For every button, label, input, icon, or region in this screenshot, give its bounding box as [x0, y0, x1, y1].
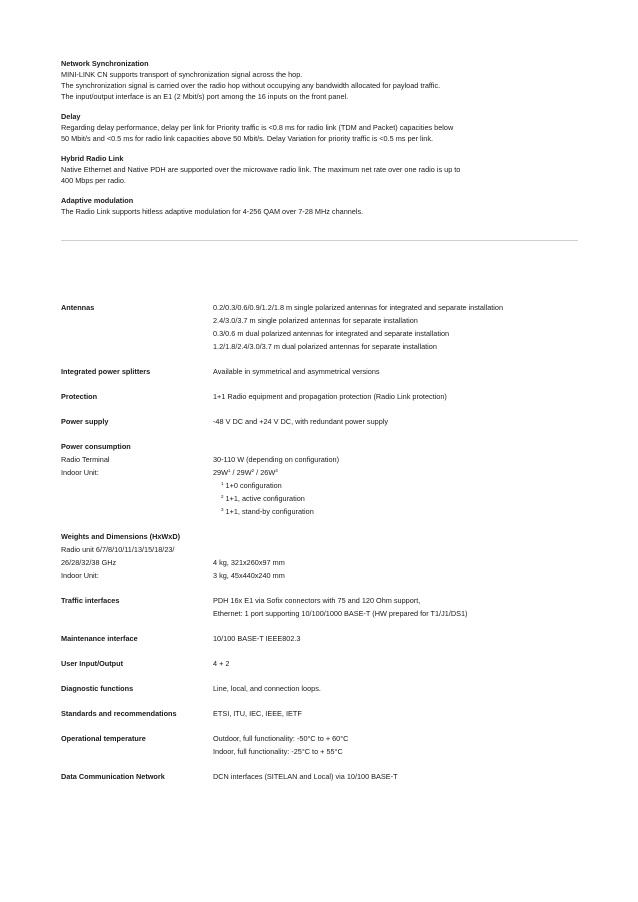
spec-value: 0.2/0.3/0.6/0.9/1.2/1.8 m single polarized antennas for integrated and separate installation: [213, 303, 504, 312]
spec-value-indoor-power: [213, 466, 581, 479]
power-value: 26W: [260, 468, 276, 477]
power-value: 29W: [236, 468, 252, 477]
section-title: Hybrid Radio Link: [61, 154, 124, 163]
spec-label: Antennas: [61, 303, 95, 312]
footnote-mark: 3: [275, 468, 278, 473]
separator: /: [230, 468, 237, 477]
spec-value: DCN interfaces (SITELAN and Local) via 10/100 BASE-T: [213, 772, 398, 781]
spec-label: Diagnostic functions: [61, 684, 134, 693]
spec-row-maintenance: [61, 632, 581, 645]
section-adaptive-modulation: [61, 195, 581, 217]
spec-value: 0.3/0.6 m dual polarized antennas for integrated and separate installation: [213, 329, 450, 338]
footnote-text: 1+1, stand-by configuration: [225, 507, 314, 516]
power-value: 29W: [213, 468, 229, 477]
spec-row-antennas: [61, 301, 581, 353]
spec-row-dcn: [61, 770, 581, 783]
section-delay: [61, 111, 581, 144]
section-network-sync: [61, 58, 581, 102]
spec-value: 3 kg, 45x440x240 mm: [213, 571, 285, 580]
spec-row-weights: [61, 530, 581, 582]
spec-sublabel: Radio unit 6/7/8/10/11/13/15/18/23/: [61, 545, 175, 554]
spec-sublabel: Radio Terminal: [61, 455, 110, 464]
section-line: The synchronization signal is carried over the radio hop without occupying any bandwidth allocated for payload traffic.: [61, 81, 441, 90]
spec-value: 30-110 W (depending on configuration): [213, 455, 340, 464]
spec-value: PDH 16x E1 via Sofix connectors with 75 and 120 Ohm support,: [213, 596, 421, 605]
spec-label: Integrated power splitters: [61, 367, 151, 376]
spec-value: 10/100 BASE-T IEEE802.3: [213, 634, 301, 643]
section-line: The input/output interface is an E1 (2 Mbit/s) port among the 16 inputs on the front panel.: [61, 92, 349, 101]
footnote-mark: 1: [221, 481, 224, 486]
spec-label: Weights and Dimensions (HxWxD): [61, 532, 181, 541]
intro-text: [61, 58, 581, 226]
footnote-mark: 2: [251, 468, 255, 473]
spec-value: Indoor, full functionality: -25°C to + 55°C: [213, 747, 343, 756]
spec-row-standards: [61, 707, 581, 720]
spec-value: 4 kg, 321x260x97 mm: [213, 558, 285, 567]
footnote-mark: 1: [228, 468, 231, 473]
spec-value: Ethernet: 1 port supporting 10/100/1000 BASE-T (HW prepared for T1/J1/DS1): [213, 609, 468, 618]
footnote: [213, 492, 581, 505]
spec-value: Line, local, and connection loops.: [213, 684, 321, 693]
spec-table: [61, 301, 581, 783]
spec-value: 1.2/1.8/2.4/3.0/3.7 m dual polarized antennas for separate installation: [213, 342, 437, 351]
spec-row-traffic: [61, 594, 581, 620]
footnote-text: 1+0 configuration: [225, 481, 282, 490]
spec-label: Power consumption: [61, 442, 131, 451]
spec-row-temperature: [61, 732, 581, 758]
spec-row-diagnostic: [61, 682, 581, 695]
spec-value: ETSI, ITU, IEC, IEEE, IETF: [213, 709, 302, 718]
section-line: 400 Mbps per radio.: [61, 176, 126, 185]
spec-label: User Input/Output: [61, 659, 124, 668]
spec-label: Power supply: [61, 417, 109, 426]
footnote-mark: 2: [221, 494, 224, 499]
section-line: Native Ethernet and Native PDH are supported over the microwave radio link. The maximum net rate over one radio is up to: [61, 165, 461, 174]
footnote: [213, 505, 581, 518]
footnote-mark: 3: [221, 507, 224, 512]
section-line: The Radio Link supports hitless adaptive modulation for 4-256 QAM over 7-28 MHz channels.: [61, 207, 364, 216]
spec-sublabel: Indoor Unit:: [61, 571, 99, 580]
spec-label: Data Communication Network: [61, 772, 165, 781]
separator: /: [254, 468, 261, 477]
footnote: [213, 479, 581, 492]
section-hybrid-radio-link: [61, 153, 581, 186]
spec-label: Traffic interfaces: [61, 596, 120, 605]
section-title: Adaptive modulation: [61, 196, 134, 205]
spec-value: Available in symmetrical and asymmetrical versions: [213, 367, 380, 376]
spec-label: Protection: [61, 392, 98, 401]
spec-value: 1+1 Radio equipment and propagation protection (Radio Link protection): [213, 392, 447, 401]
section-title: Network Synchronization: [61, 59, 149, 68]
spec-value: 4 + 2: [213, 659, 230, 668]
horizontal-divider: [61, 240, 578, 241]
spec-sublabel: 26/28/32/38 GHz: [61, 558, 117, 567]
spec-row-user-io: [61, 657, 581, 670]
spec-value: -48 V DC and +24 V DC, with redundant power supply: [213, 417, 389, 426]
spec-sublabel: Indoor Unit:: [61, 468, 99, 477]
section-line: MINI-LINK CN supports transport of synchronization signal across the hop.: [61, 70, 303, 79]
spec-row-power-consumption: [61, 440, 581, 518]
spec-label: Operational temperature: [61, 734, 146, 743]
section-line: 50 Mbit/s and <0.5 ms for radio link capacities above 50 Mbit/s. Delay Variation for priority traffic is <0.5 ms per link.: [61, 134, 434, 143]
spec-label: Maintenance interface: [61, 634, 138, 643]
footnote-text: 1+1, active configuration: [225, 494, 305, 503]
spec-row-protection: [61, 390, 581, 403]
spec-label: Standards and recommendations: [61, 709, 177, 718]
spec-row-power-supply: [61, 415, 581, 428]
spec-value: Outdoor, full functionality: -50°C to + 60°C: [213, 734, 349, 743]
spec-value: 2.4/3.0/3.7 m single polarized antennas for separate installation: [213, 316, 418, 325]
section-line: Regarding delay performance, delay per link for Priority traffic is <0.8 ms for radio link (TDM and Packet) capacities below: [61, 123, 454, 132]
section-title: Delay: [61, 112, 81, 121]
spec-row-power-splitters: [61, 365, 581, 378]
